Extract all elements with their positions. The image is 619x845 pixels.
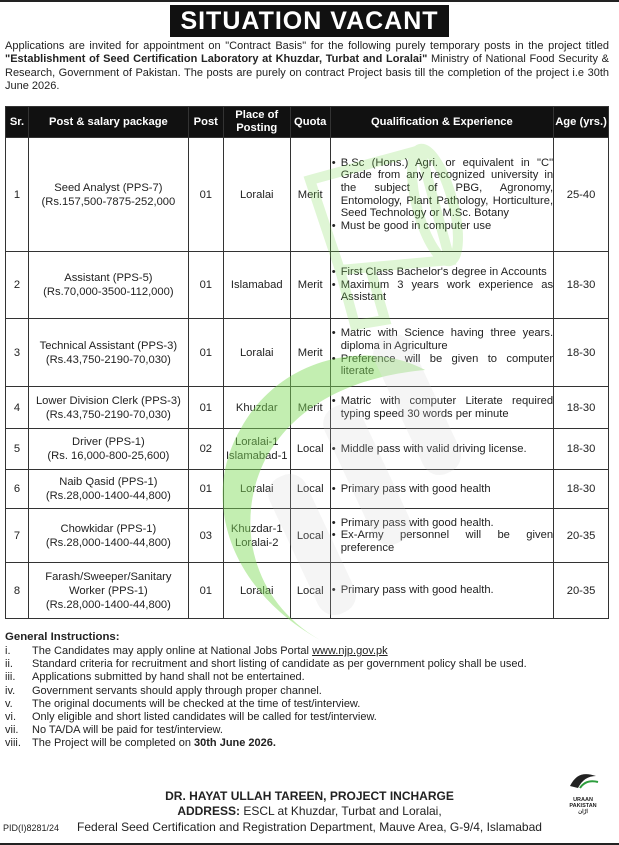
row-age: 18-30 <box>554 429 609 470</box>
row-place: Khuzdar <box>223 387 290 429</box>
row-sr: 1 <box>6 138 29 252</box>
row-qualification <box>330 252 553 319</box>
instruction-item <box>5 671 605 684</box>
instruction-number: viii. <box>5 737 21 750</box>
row-quota: Merit <box>290 252 330 319</box>
row-sr: 6 <box>6 470 29 509</box>
row-post-salary <box>28 470 188 509</box>
row-age: 20-35 <box>554 563 609 619</box>
place-line: Khuzdar-1 <box>230 522 283 535</box>
post-title-line: Farash/Sweeper/Sanitary <box>45 570 172 583</box>
row-age: 18-30 <box>554 319 609 387</box>
table-row <box>6 509 609 563</box>
instruction-number: vi. <box>5 710 16 723</box>
place-line: Loralai-1 <box>234 436 279 448</box>
salary-package: (Rs.28,000-1400-44,800) <box>45 536 171 549</box>
qualification-item: • Maximum 3 years work experience as Assistant <box>341 279 553 304</box>
row-place: Loralai <box>223 138 290 252</box>
header-age: Age (yrs.) <box>554 107 609 138</box>
qualification-item: • Middle pass with valid driving license. <box>341 443 553 456</box>
row-sr: 8 <box>6 563 29 619</box>
row-post-count: 02 <box>188 429 223 470</box>
salary-package: (Rs.43,750-2190-70,030) <box>45 353 171 366</box>
row-place: Loralai <box>223 319 290 387</box>
instruction-item <box>5 658 605 671</box>
qualification-item: • Primary pass with good health. <box>341 584 553 597</box>
intro-paragraph <box>5 40 609 94</box>
row-qualification <box>330 429 553 470</box>
row-place: Loralai <box>223 470 290 509</box>
qualification-item: • Primary pass with good health. <box>341 517 553 530</box>
salary-package: (Rs. 16,000-800-25,600) <box>47 450 170 462</box>
instruction-text: The Candidates may apply online at National Jobs Portal <box>32 645 313 657</box>
row-post-count: 01 <box>188 252 223 319</box>
logo-text-3: اڑان <box>578 809 588 815</box>
row-post-count: 01 <box>188 138 223 252</box>
pid-number: PID(I)8281/24 <box>3 823 60 833</box>
row-quota: Local <box>290 509 330 563</box>
instruction-text: Applications submitted by hand shall not be entertained. <box>32 671 305 684</box>
qualification-item: • B.Sc (Hons.) Agri. or equivalent in "C" Grade from any recognized university in the subject of PBG, Agronomy, Entomology, Plant Pathology, Horticulture, Seed Technology or M.Sc. Botany <box>341 157 553 220</box>
instruction-text: Standard criteria for recruitment and short listing of candidate as per government policy shall be used. <box>32 658 527 671</box>
row-post-salary <box>28 138 188 252</box>
instruction-item <box>5 698 605 711</box>
table-row <box>6 563 609 619</box>
table-row <box>6 429 609 470</box>
instruction-number: iii. <box>5 671 16 684</box>
salary-package: (Rs.157,500-7875-252,000 <box>41 195 176 208</box>
row-quota: Merit <box>290 319 330 387</box>
row-age: 18-30 <box>554 252 609 319</box>
qualification-item: • First Class Bachelor's degree in Accounts <box>341 266 553 279</box>
table-row <box>6 387 609 429</box>
general-instructions-list <box>5 645 605 751</box>
instruction-number: i. <box>5 645 11 657</box>
instruction-text: The Project will be completed on <box>32 737 195 750</box>
row-post-count: 03 <box>188 509 223 563</box>
instruction-number: vii. <box>5 724 19 737</box>
page-title: SITUATION VACANT <box>170 5 448 37</box>
table-row <box>6 138 609 252</box>
row-sr: 2 <box>6 252 29 319</box>
row-post-salary <box>28 509 188 563</box>
row-age: 20-35 <box>554 509 609 563</box>
row-post-salary <box>28 387 188 429</box>
salary-package: (Rs.28,000-1400-44,800) <box>45 598 171 611</box>
table-row <box>6 319 609 387</box>
row-sr: 5 <box>6 429 29 470</box>
row-post-salary <box>28 319 188 387</box>
row-qualification <box>330 138 553 252</box>
qualification-item: • Primary pass with good health <box>341 483 553 496</box>
header-post-salary: Post & salary package <box>28 107 188 138</box>
post-title: Driver (PPS-1) <box>72 436 145 448</box>
row-qualification <box>330 470 553 509</box>
post-title: Naib Qasid (PPS-1) <box>59 476 158 488</box>
instruction-number: ii. <box>5 658 13 671</box>
row-post-count: 01 <box>188 319 223 387</box>
row-post-count: 01 <box>188 563 223 619</box>
qualification-item: • Preference will be given to computer literate <box>341 353 553 378</box>
place-line: Loralai-2 <box>234 536 279 549</box>
address-line-2: Federal Seed Certification and Registration Department, Mauve Area, G-9/4, Islamabad <box>77 820 542 834</box>
completion-date: 30th June 2026. <box>194 737 276 750</box>
table-row <box>6 470 609 509</box>
intro-part1: Applications are invited for appointment on "Contract Basis" for the following purely temporary posts in the project titled <box>5 40 609 52</box>
post-title: Seed Analyst (PPS-7) <box>54 181 163 194</box>
header-sr: Sr. <box>6 107 29 138</box>
instruction-item <box>5 737 605 750</box>
instruction-number: iv. <box>5 684 16 697</box>
instruction-item <box>5 711 605 724</box>
instruction-text: No TA/DA will be paid for test/interview. <box>32 724 223 737</box>
qualification-item: • Matric with Science having three years. diploma in Agriculture <box>341 327 553 352</box>
qualification-item: • Must be good in computer use <box>341 220 553 233</box>
post-title-line: Worker (PPS-1) <box>69 584 148 597</box>
signatory: DR. HAYAT ULLAH TAREEN, PROJECT INCHARGE <box>165 789 454 803</box>
row-sr: 4 <box>6 387 29 429</box>
uraan-pakistan-logo <box>562 768 604 818</box>
table-row <box>6 252 609 319</box>
row-qualification <box>330 387 553 429</box>
post-title: Chowkidar (PPS-1) <box>60 522 157 535</box>
top-rule <box>0 0 619 2</box>
post-title: Technical Assistant (PPS-3) <box>39 339 178 352</box>
salary-package: (Rs.28,000-1400-44,800) <box>45 490 171 502</box>
place-line: Islamabad-1 <box>225 450 288 462</box>
row-quota: Merit <box>290 387 330 429</box>
logo-text-2: PAKISTAN <box>569 803 597 809</box>
instruction-text: The original documents will be checked at the time of test/interview. <box>32 697 361 710</box>
uraan-bird-icon <box>562 768 604 792</box>
intro-part2: Ministry of National Food Security & Research, Government of Pakistan. The posts are purely on contract Project basis till the completion of the project i.e 30th June 2026. <box>5 53 609 93</box>
salary-package: (Rs.43,750-2190-70,030) <box>45 408 171 421</box>
row-qualification <box>330 319 553 387</box>
row-age: 25-40 <box>554 138 609 252</box>
address-line-1 <box>0 804 619 818</box>
instruction-text: Government servants should apply through proper channel. <box>32 684 322 697</box>
post-title: Lower Division Clerk (PPS-3) <box>35 394 181 407</box>
row-age: 18-30 <box>554 387 609 429</box>
qualification-item: • Ex-Army personnel will be given preference <box>341 529 553 554</box>
row-post-salary <box>28 252 188 319</box>
row-place: Islamabad <box>223 252 290 319</box>
logo-text-1: URAAN <box>573 797 593 803</box>
salary-package: (Rs.70,000-3500-112,000) <box>43 286 174 298</box>
table-header-row <box>6 107 609 138</box>
row-quota: Local <box>290 470 330 509</box>
row-quota: Local <box>290 563 330 619</box>
row-post-count: 01 <box>188 387 223 429</box>
header-post: Post <box>188 107 223 138</box>
header-qualification: Qualification & Experience <box>330 107 553 138</box>
general-instructions-title: General Instructions: <box>5 631 120 643</box>
qualification-item: • Matric with computer Literate required typing speed 30 words per minute <box>341 395 553 420</box>
instruction-item <box>5 645 605 658</box>
row-place <box>223 429 290 470</box>
row-place: Loralai <box>223 563 290 619</box>
row-sr: 3 <box>6 319 29 387</box>
njp-link[interactable]: www.njp.gov.pk <box>312 645 388 657</box>
address-label: ADDRESS: <box>177 804 240 818</box>
intro-project-title: "Establishment of Seed Certification Laboratory at Khuzdar, Turbat and Loralai" <box>5 53 428 66</box>
vacancies-table <box>5 106 609 619</box>
instruction-item <box>5 685 605 698</box>
row-place <box>223 509 290 563</box>
header-quota: Quota <box>290 107 330 138</box>
instruction-item <box>5 724 605 737</box>
instruction-number: v. <box>5 697 13 710</box>
instruction-text: Only eligible and short listed candidates will be called for test/interview. <box>32 710 377 723</box>
row-post-salary <box>28 563 188 619</box>
address-text: ESCL at Khuzdar, Turbat and Loralai, <box>239 804 442 818</box>
row-quota: Merit <box>290 138 330 252</box>
row-qualification <box>330 563 553 619</box>
row-quota: Local <box>290 429 330 470</box>
row-sr: 7 <box>6 509 29 563</box>
row-age: 18-30 <box>554 470 609 509</box>
row-post-salary <box>28 429 188 470</box>
post-title: Assistant (PPS-5) <box>64 272 153 284</box>
header-place: Place of Posting <box>223 107 290 138</box>
row-qualification <box>330 509 553 563</box>
row-post-count: 01 <box>188 470 223 509</box>
